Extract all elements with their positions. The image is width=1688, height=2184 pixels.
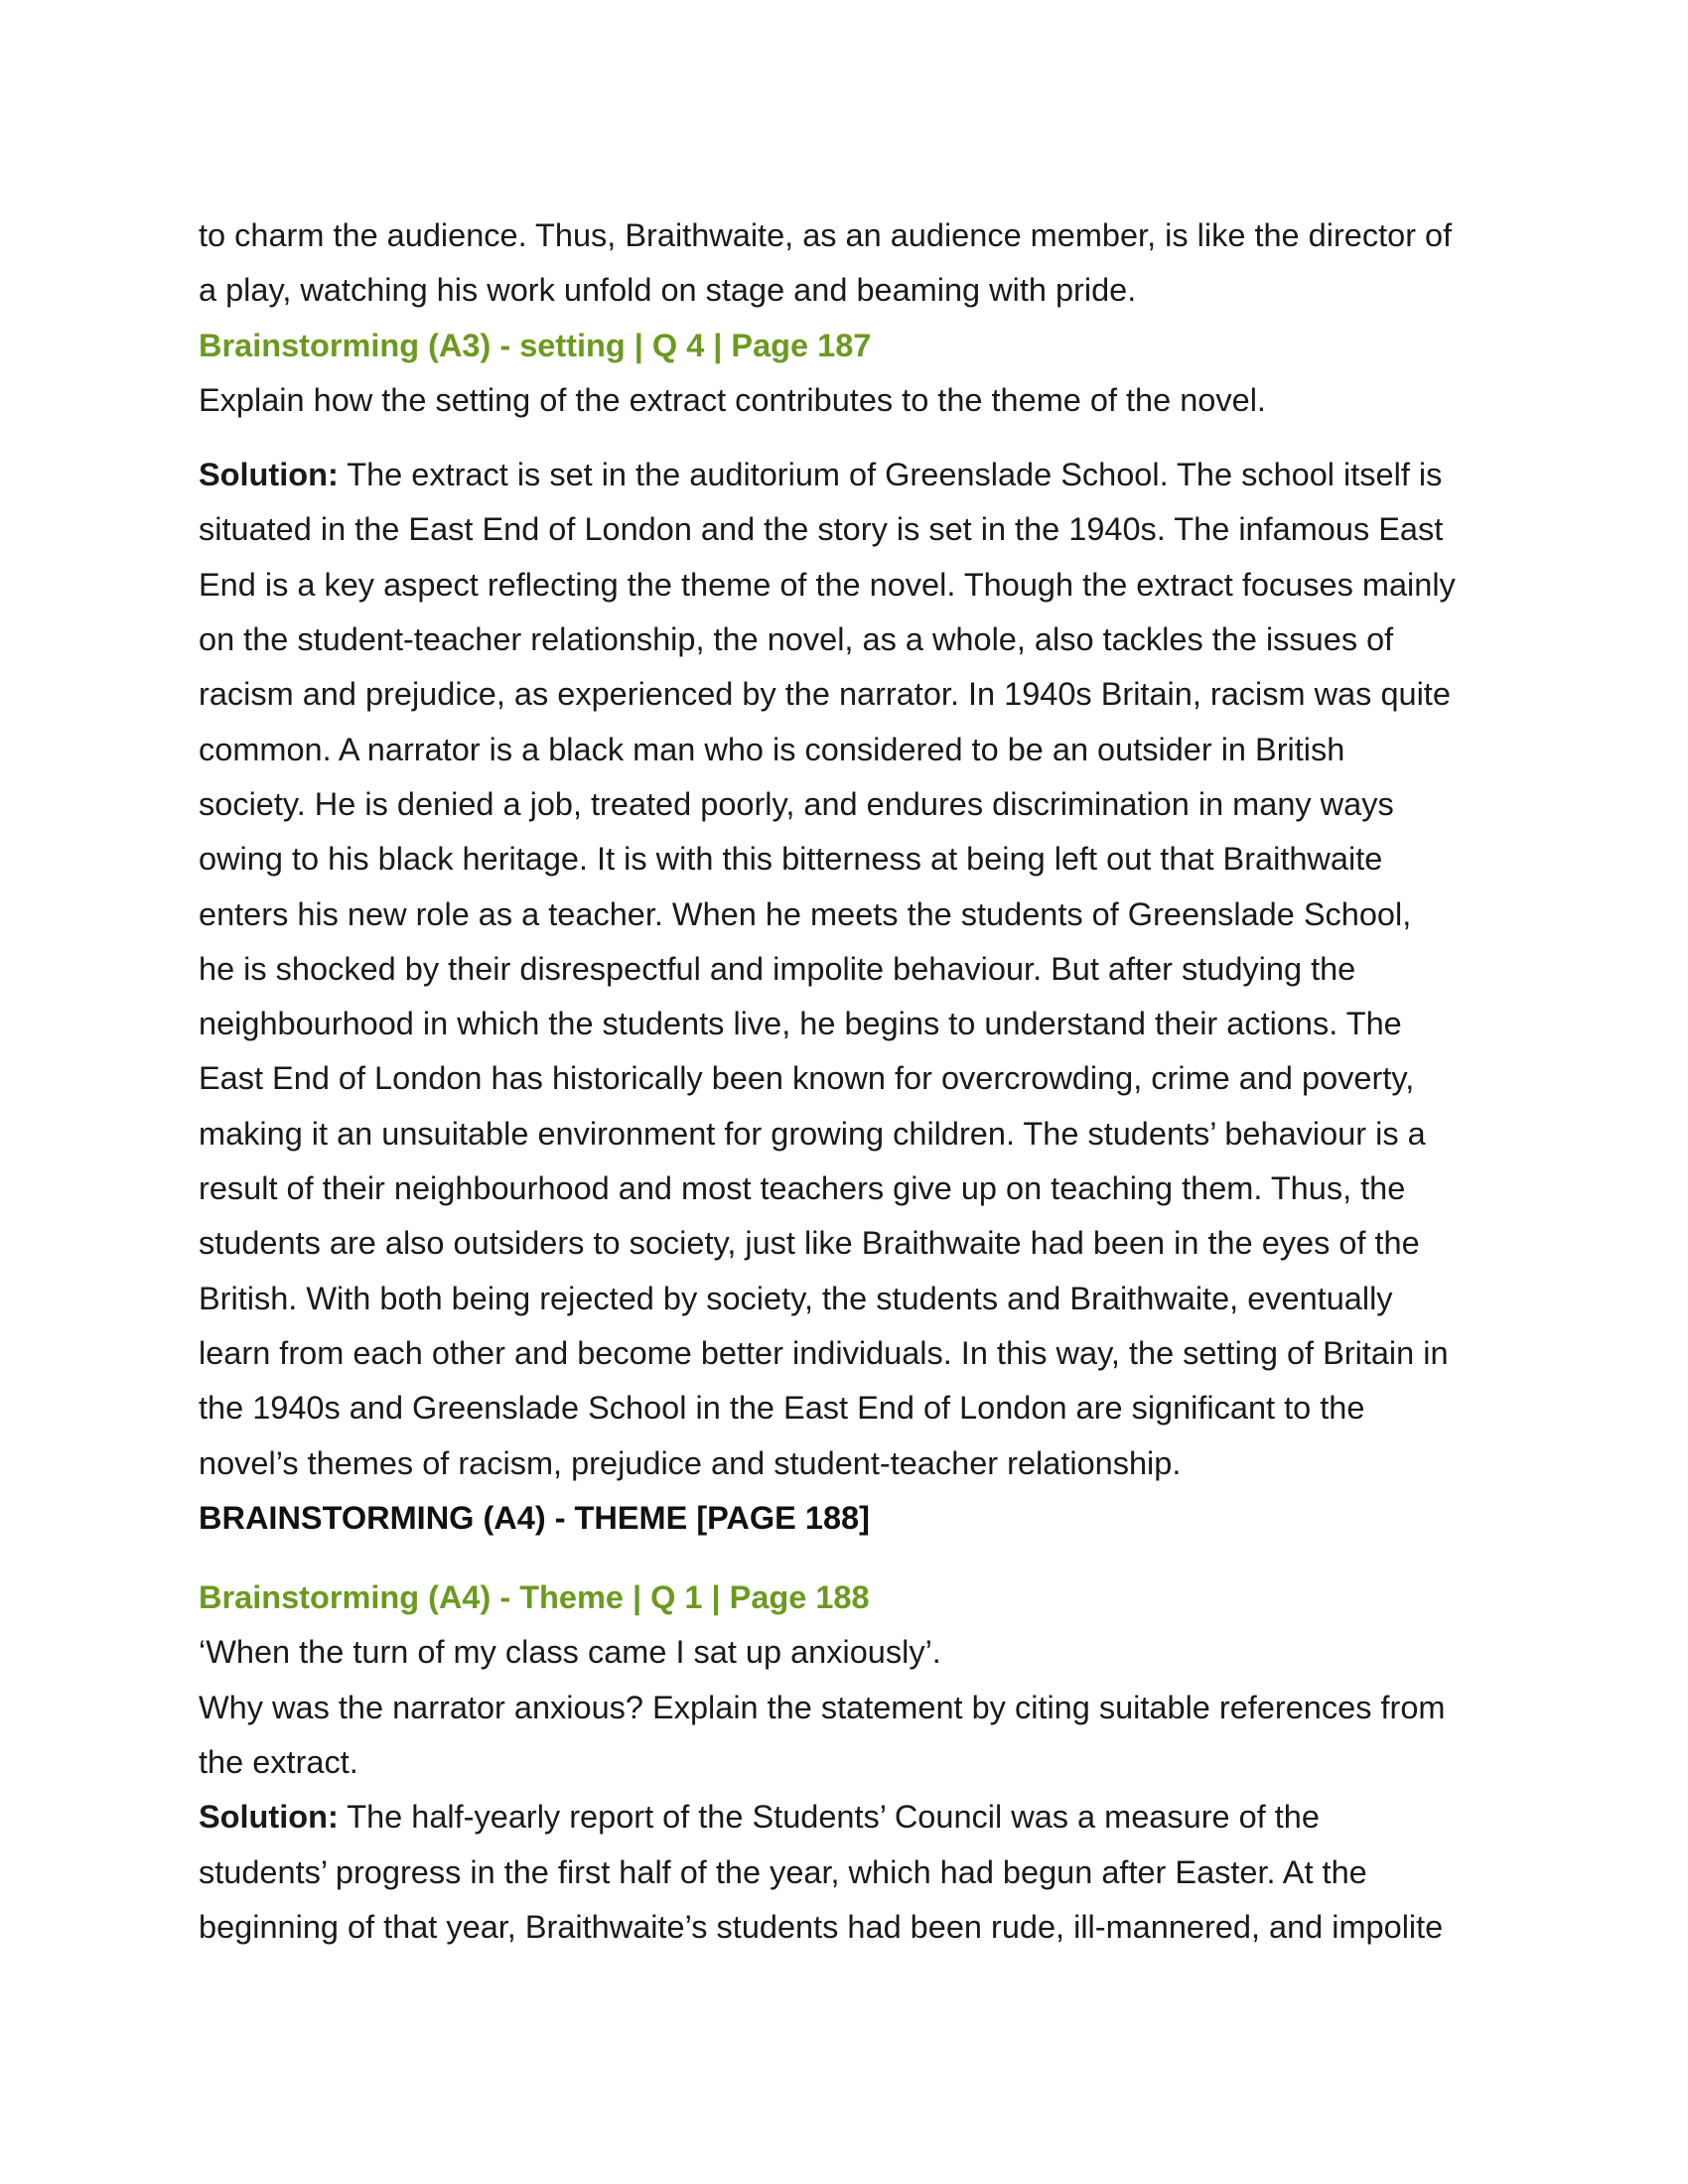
q4-solution-line: he is shocked by their disrespectful and impolite behaviour. But after studying the (199, 950, 1356, 987)
q1-quote: ‘When the turn of my class came I sat up anxiously’. (199, 1634, 941, 1671)
q4-solution-line: novel’s themes of racism, prejudice and student-teacher relationship. (199, 1444, 1182, 1481)
continuation-line-2: a play, watching his work unfold on stage and beaming with pride. (199, 272, 1137, 309)
spacer (199, 1546, 1509, 1570)
q1-heading: Brainstorming (A4) - Theme | Q 1 | Page 188 (199, 1579, 870, 1616)
q4-solution-label: Solution: (199, 457, 339, 493)
q4-solution-line: situated in the East End of London and the story is set in the 1940s. The infamous East (199, 511, 1444, 548)
q4-solution-line: enters his new role as a teacher. When he meets the students of Greenslade School, (199, 895, 1412, 932)
q1-solution-first-line (199, 1790, 1509, 1844)
q4-solution-line: racism and prejudice, as experienced by the narrator. In 1940s Britain, racism was quite (199, 676, 1451, 713)
q4-solution-line: East End of London has historically been known for overcrowding, crime and poverty, (199, 1060, 1415, 1097)
q4-solution-line: common. A narrator is a black man who is considered to be an outsider in British (199, 731, 1345, 767)
q4-solution-line: learn from each other and become better individuals. In this way, the setting of Britain in (199, 1334, 1449, 1371)
q4-solution-line: End is a key aspect reflecting the theme of the novel. Though the extract focuses mainly (199, 566, 1456, 603)
q4-solution-line: neighbourhood in which the students live, he begins to understand their actions. The (199, 1006, 1402, 1042)
spacer (199, 428, 1509, 448)
q1-solution-first-text: The half-yearly report of the Students’ Council was a measure of the (338, 1799, 1320, 1836)
document-page (199, 208, 1509, 1955)
q4-solution-line: British. With both being rejected by society, the students and Braithwaite, eventually (199, 1280, 1393, 1316)
q4-solution-line: making it an unsuitable environment for growing children. The students’ behaviour is a (199, 1115, 1426, 1152)
q1-solution-line: beginning of that year, Braithwaite’s students had been rude, ill-mannered, and impolite (199, 1908, 1444, 1945)
q4-heading: Brainstorming (A3) - setting | Q 4 | Page 187 (199, 327, 872, 363)
q4-solution-first-line (199, 448, 1509, 502)
q1-question-line: Why was the narrator anxious? Explain the statement by citing suitable references from (199, 1689, 1446, 1725)
q1-solution-line: students’ progress in the first half of the year, which had begun after Easter. At the (199, 1853, 1367, 1890)
q4-solution-first-text: The extract is set in the auditorium of Greenslade School. The school itself is (338, 457, 1443, 493)
continuation-line-1: to charm the audience. Thus, Braithwaite, as an audience member, is like the director of (199, 217, 1453, 253)
q4-solution-line: students are also outsiders to society, just like Braithwaite had been in the eyes of the (199, 1225, 1420, 1262)
q4-solution-line: society. He is denied a job, treated poorly, and endures discrimination in many ways (199, 785, 1394, 822)
q4-solution-line: the 1940s and Greenslade School in the East End of London are significant to the (199, 1390, 1365, 1427)
q1-question-line: the extract. (199, 1744, 358, 1781)
q1-solution-label: Solution: (199, 1799, 339, 1836)
q4-solution-line: result of their neighbourhood and most teachers give up on teaching them. Thus, the (199, 1170, 1406, 1207)
section-heading: BRAINSTORMING (A4) - THEME [PAGE 188] (199, 1499, 870, 1536)
q4-question: Explain how the setting of the extract contributes to the theme of the novel. (199, 381, 1266, 418)
q4-solution-line: on the student-teacher relationship, the novel, as a whole, also tackles the issues of (199, 621, 1394, 658)
q4-solution-line: owing to his black heritage. It is with this bitterness at being left out that Braithwaite (199, 841, 1383, 878)
